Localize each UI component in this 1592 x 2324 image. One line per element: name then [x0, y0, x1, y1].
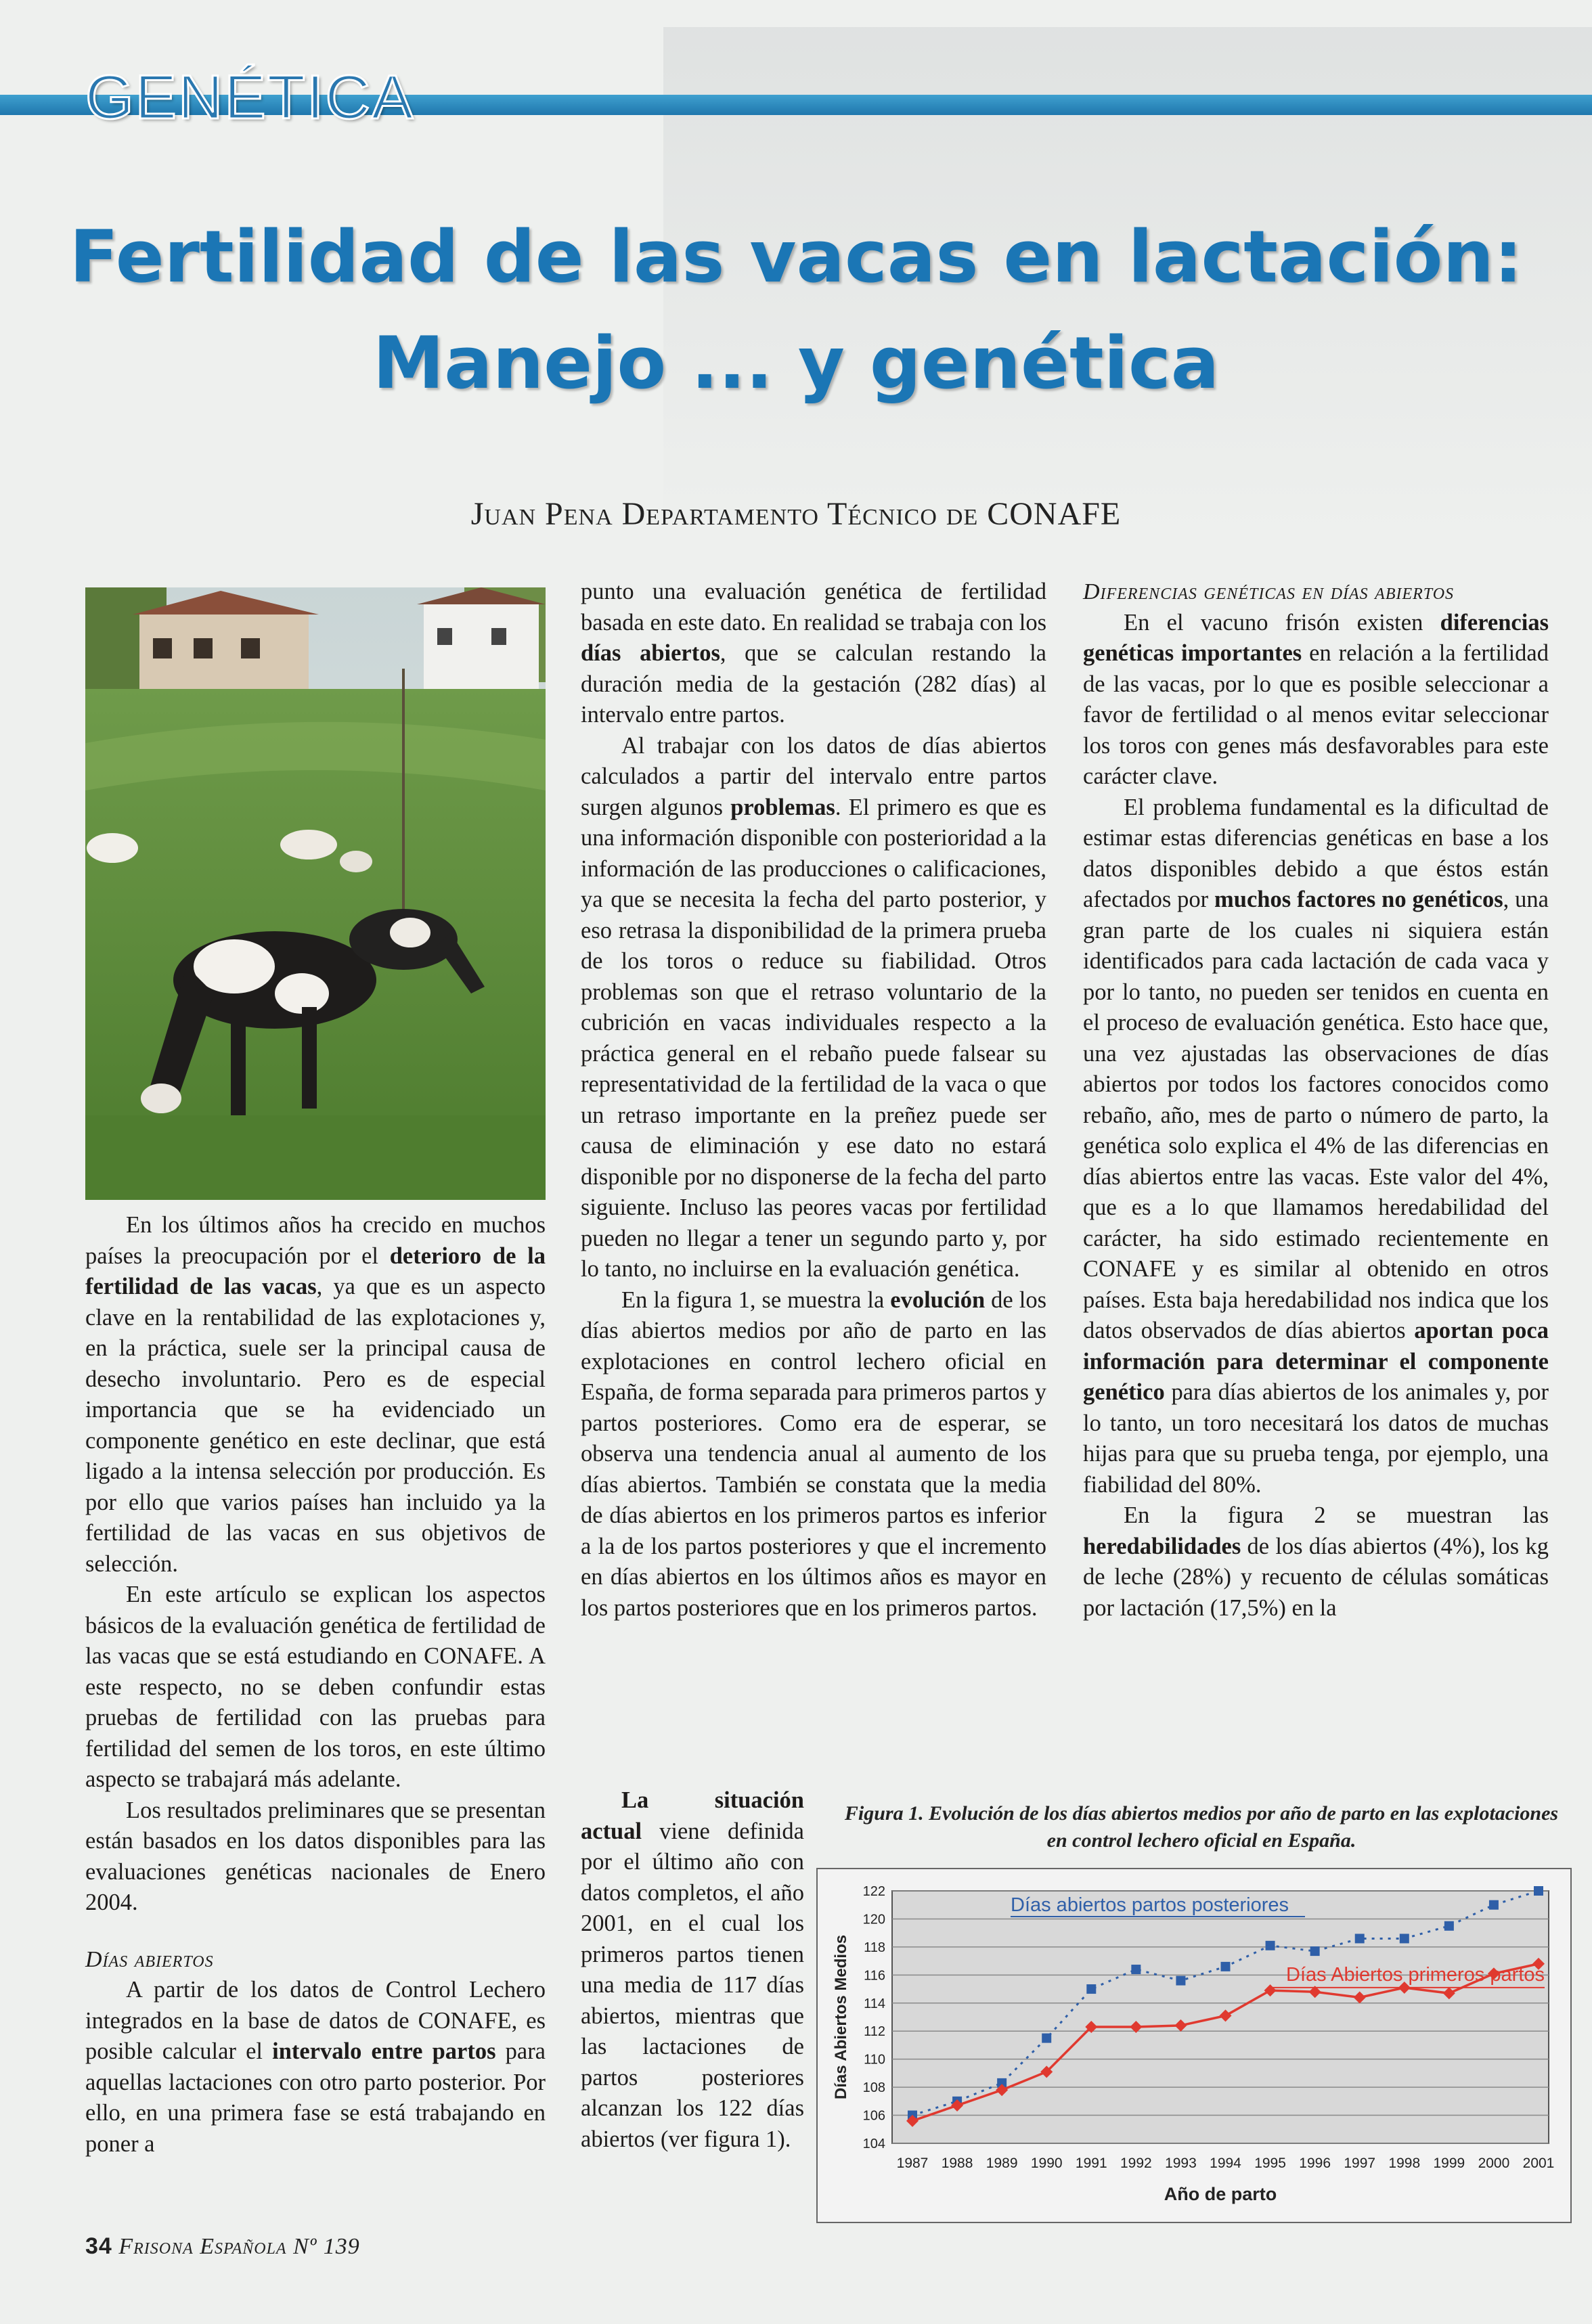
y-tick-label: 120 — [862, 1912, 885, 1927]
paragraph: punto una evaluación genética de fertilidad basada en este dato. En realidad se trabaja con los días abiertos, que se calculan restando la duración media de la gestación (282 días) al intervalo entre partos. — [581, 579, 1046, 728]
text-column-3 — [1083, 577, 1549, 1624]
subheading-diferencias-geneticas: Diferencias genéticas en días abiertos — [1083, 579, 1455, 604]
legend-label-posteriores: Días abiertos partos posteriores — [1011, 1894, 1289, 1916]
byline: Juan Pena Departamento Técnico de CONAFE — [470, 496, 1122, 532]
x-tick-label: 1998 — [1388, 2155, 1421, 2171]
x-tick-label: 1988 — [941, 2155, 973, 2171]
data-point-posteriores — [1221, 1962, 1231, 1971]
publication-name: Frisona Española Nº 139 — [118, 2234, 360, 2259]
x-tick-label: 1999 — [1433, 2155, 1465, 2171]
data-point-posteriores — [1310, 1946, 1320, 1956]
data-point-posteriores — [1131, 1965, 1141, 1974]
x-tick-label: 1995 — [1254, 2155, 1286, 2171]
paragraph: A partir de los datos de Control Lechero integrados en la base de datos de CONAFE, es posible calcular el intervalo entre partos para aquellas lactaciones con otro parto posterior. Por ello, en una primera fase se está trabajando en poner a — [85, 1977, 546, 2157]
x-tick-label: 1996 — [1299, 2155, 1331, 2171]
paragraph: Los resultados preliminares que se presentan están basados en los datos disponibles para las evaluaciones genéticas nacionales de Enero 2004. — [85, 1797, 546, 1915]
paragraph: En este artículo se explican los aspectos básicos de la evaluación genética de fertilidad de las vacas que se está estudiando en CONAFE. A este respecto, no se deben confundir estas pruebas de fertilidad con las pruebas para fertilidad del semen de los toros, en este último aspecto se trabajará más adelante. — [85, 1582, 546, 1792]
text-column-1 — [85, 1210, 546, 2160]
y-tick-label: 114 — [864, 1996, 885, 2011]
paragraph: La situación actual viene definida por el último año con datos completos, el año 2001, en el cual los primeros partos tienen una media de 117 días abiertos, mientras que las lactaciones de partos posteriores alcanzan los 122 días abiertos (ver figura 1). — [581, 1787, 804, 2152]
paragraph: En los últimos años ha crecido en muchos países la preocupación por el deterioro de la fertilidad de las vacas, ya que es un aspecto clave en la rentabilidad de las explotaciones y, en la práctica, suele ser la principal causa de desecho involuntario. Pero es de especial importancia que se ha evidenciado un componente genético en este declinar, que está ligado a la intensa selección por producción. Es por ello que varios países han incluido ya la fertilidad de las vacas en sus objetivos de selección. — [85, 1212, 546, 1577]
x-tick-label: 1994 — [1210, 2155, 1241, 2171]
article-title-line2: Manejo ... y genética — [372, 321, 1220, 405]
paragraph: El problema fundamental es la dificultad de estimar estas diferencias genéticas en base a los datos disponibles debido a que éstos están afectados por muchos factores no genéticos, una gran parte de los cuales ni siquiera están identificados para cada lactación de cada vaca y por lo tanto, no pueden ser tenidos en cuenta en el proceso de evaluación genética. Esto hace que, una vez ajustadas las observaciones de días abiertos por todos los factores conocidos como rebaño, año, mes de parto o número de parto, la genética solo explica el 4% de las diferencias en días abiertos entre las vacas. Este valor del 4%, que es a lo que llamamos heredabilidad del carácter, ha sido estimado recientemente en CONAFE y es similar al obtenido en otros países. Esta baja heredabilidad nos indica que los datos observados de días abiertos aportan poca información para determinar el componente genético para días abiertos de los animales y, por lo tanto, un toro necesitará los datos de muchas hijas para que su prueba tenga, por ejemplo, una fiabilidad del 80%. — [1083, 794, 1549, 1498]
x-tick-label: 2001 — [1522, 2155, 1555, 2171]
x-tick-label: 1997 — [1344, 2155, 1376, 2171]
y-axis-label: Días Abiertos Medios — [832, 1934, 850, 2100]
subheading-dias-abiertos: Días abiertos — [85, 1946, 214, 1972]
data-point-posteriores — [1266, 1941, 1275, 1950]
data-point-posteriores — [1444, 1921, 1454, 1931]
x-tick-label: 1992 — [1120, 2155, 1152, 2171]
cows-grazing-photo — [85, 587, 546, 1200]
data-point-posteriores — [1042, 2034, 1051, 2043]
figure-caption: Figura 1. Evolución de los días abiertos medios por año de parto en las explotaciones en control lechero oficial en España. — [844, 1802, 1559, 1852]
legend-label-primeros: Días Abiertos primeros partos — [1286, 1963, 1545, 1986]
paragraph: Al trabajar con los datos de días abiertos calculados a partir del intervalo entre partos surgen algunos problemas. El primero es que es una información disponible con posterioridad a la información de las producciones o calificaciones, ya que se necesita la fecha del parto posterior, y eso retrasa la disponibilidad de la primera prueba de los toros o reduce su fiabilidad. Otros problemas son que el retraso voluntario de la cubrición en vacas individuales respecto a la práctica general en el rebaño puede falsear su representatividad de la fertilidad de la vaca o que un retraso importante en la preñez puede ser causa de eliminación y ese dato no estará disponible por no disponerse de la fecha del parto siguiente. Incluso las peores vacas por fertilidad pueden no llegar a tener un segundo parto y, por lo tanto, no incluirse en la evaluación genética. — [581, 732, 1046, 1282]
y-tick-label: 122 — [862, 1884, 885, 1899]
paragraph: En la figura 2 se muestran las heredabilidades de los días abiertos (4%), los kg de leche (28%) y recuento de células somáticas por lactación (17,5%) en la — [1083, 1502, 1549, 1621]
chart-svg — [818, 1869, 1570, 2222]
page-footer — [85, 2233, 360, 2260]
article-title-line1: Fertilidad de las vacas en lactación: — [69, 215, 1523, 298]
x-axis-label: Año de parto — [1164, 2184, 1277, 2204]
figure-1-chart — [816, 1868, 1572, 2223]
paragraph: En la figura 1, se muestra la evolución de los días abiertos medios por año de parto en las explotaciones en control lechero oficial en España, de forma separada para primeros partos y partos posteriores. Como era de esperar, se observa una tendencia anual al aumento de los días abiertos. También se constata que la media de días abiertos en los primeros partos es inferior a la de los partos posteriores y que el incremento en días abiertos en los últimos años es mayor en los partos posteriores que en los primeros partos. — [581, 1287, 1046, 1621]
x-tick-label: 1990 — [1030, 2155, 1063, 2171]
y-tick-label: 112 — [864, 2024, 885, 2040]
page-number: 34 — [85, 2233, 112, 2259]
data-point-posteriores — [1086, 1984, 1096, 1994]
paragraph: En el vacuno frisón existen diferencias genéticas importantes en relación a la fertilidad de las vacas, por lo que es posible seleccionar a favor de fertilidad o al menos evitar seleccionar los toros con genes más desfavorables para este carácter clave. — [1083, 609, 1549, 789]
y-tick-label: 106 — [862, 2108, 885, 2124]
x-tick-label: 1991 — [1075, 2155, 1107, 2171]
x-tick-label: 2000 — [1478, 2155, 1510, 2171]
data-point-posteriores — [1355, 1934, 1365, 1943]
y-tick-label: 108 — [862, 2080, 885, 2096]
y-tick-label: 116 — [864, 1968, 885, 1984]
text-column-2-bottom — [581, 1785, 804, 2155]
data-point-posteriores — [1489, 1900, 1499, 1910]
data-point-posteriores — [1176, 1976, 1185, 1986]
x-tick-label: 1989 — [986, 2155, 1018, 2171]
data-point-posteriores — [1400, 1934, 1409, 1943]
x-tick-label: 1993 — [1165, 2155, 1197, 2171]
x-tick-label: 1987 — [896, 2155, 929, 2171]
text-column-2 — [581, 577, 1046, 1624]
section-label: GENÉTICA — [85, 63, 415, 132]
y-tick-label: 110 — [864, 2052, 885, 2068]
y-tick-label: 104 — [862, 2137, 885, 2151]
y-tick-label: 118 — [864, 1940, 885, 1955]
data-point-posteriores — [1534, 1886, 1543, 1896]
